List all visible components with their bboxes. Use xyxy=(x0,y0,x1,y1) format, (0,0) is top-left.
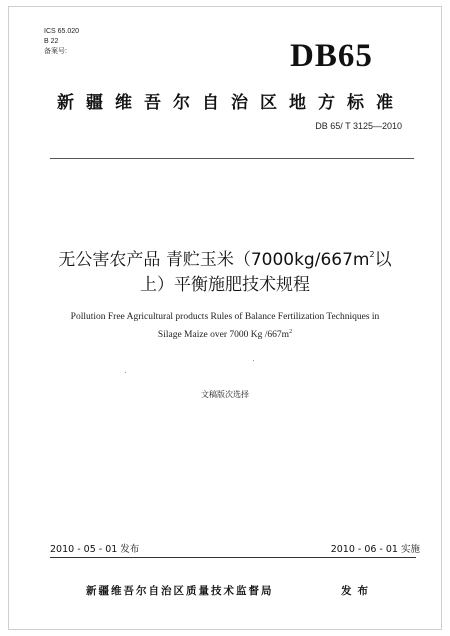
issue-date: 2010 - 05 - 01 发布 xyxy=(50,544,140,555)
standard-code: DB 65/ T 3125—2010 xyxy=(315,121,402,131)
title-en-line-1: Pollution Free Agricultural products Rules of Balance Fertilization Techniques in xyxy=(70,312,380,322)
draft-version-note: 文稿版次选择 xyxy=(201,390,249,399)
record-number-label: 备案号: xyxy=(44,48,67,55)
title-cn-line-1 xyxy=(30,242,420,273)
title-cn-superscript: 2 xyxy=(369,250,375,259)
title-cn-line-1-text: 无公害农产品 青贮玉米（7000kg/667m xyxy=(58,250,370,270)
document-title-cn xyxy=(30,242,420,298)
document-title-en xyxy=(30,310,420,343)
issuing-authority: 新疆维吾尔自治区质量技术监督局 xyxy=(86,585,274,597)
bottom-divider xyxy=(50,557,416,558)
title-en-superscript: 2 xyxy=(289,329,293,335)
title-en-line-2-text: Silage Maize over 7000 Kg /667m xyxy=(157,330,290,340)
ics-code: ICS 65.020 xyxy=(44,28,80,35)
scan-speck xyxy=(125,372,126,373)
issue-label: 发布 xyxy=(341,585,374,597)
db65-logo: DB65 xyxy=(290,38,373,74)
top-divider xyxy=(50,158,414,159)
classification-code: B 22 xyxy=(44,38,59,45)
scan-speck xyxy=(253,360,254,361)
title-cn-line-2: 上）平衡施肥技术规程 xyxy=(140,275,310,295)
title-en-line-2 xyxy=(30,325,420,343)
title-cn-line-1-tail: 以 xyxy=(374,250,392,270)
standard-category-title: 新疆维吾尔自治区地方标准 xyxy=(57,93,405,113)
effective-date: 2010 - 06 - 01 实施 xyxy=(330,544,420,555)
